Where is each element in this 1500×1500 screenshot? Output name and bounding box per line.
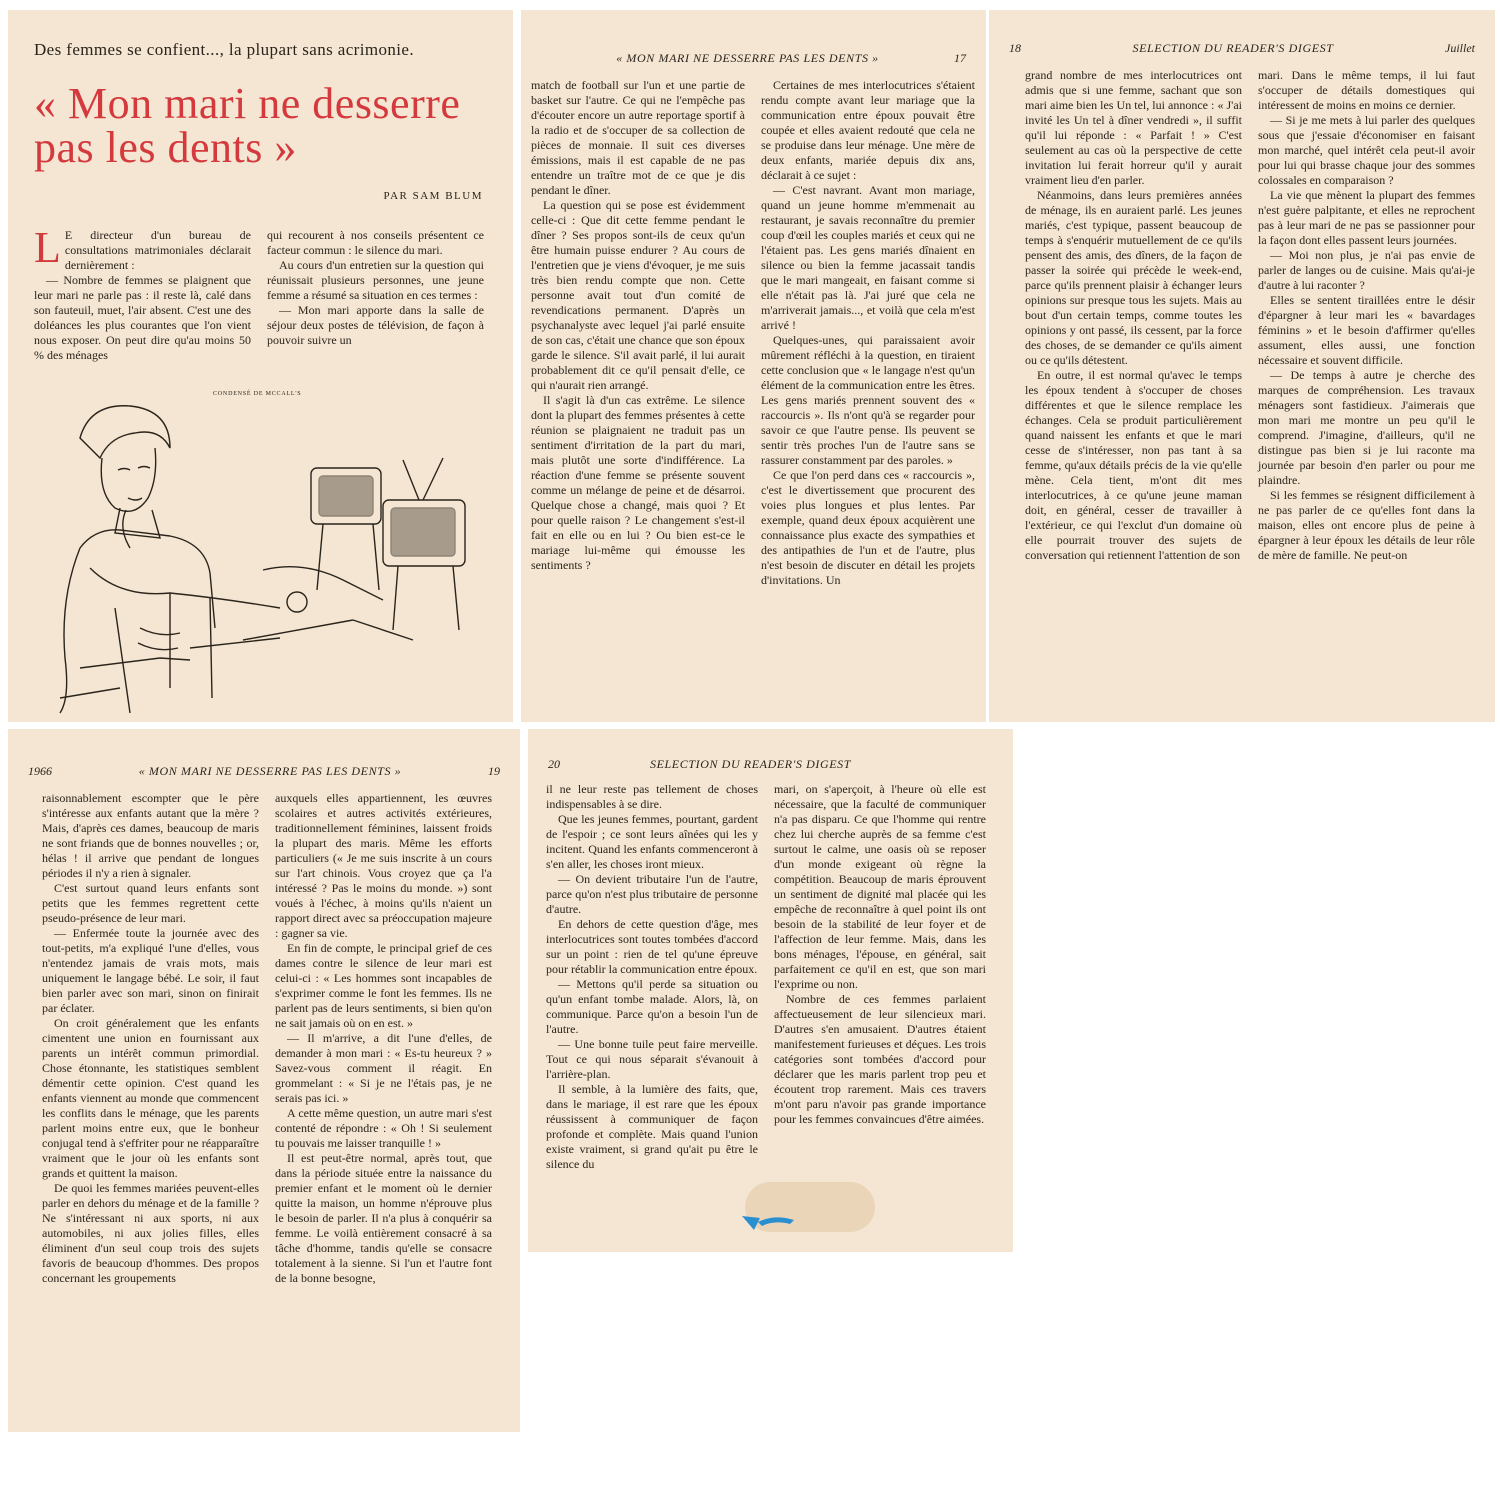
paragraph: — Nombre de femmes se plaignent que leur mari ne parle pas : il reste là, calé dans son fauteuil, muet, l'air absent. C'est une des doléances les plus courantes que l'on vient nous exposer. On peut dire qu'au moins 50 % des ménages [34, 273, 251, 362]
paragraph: — C'est navrant. Avant mon mariage, quand un jeune homme m'emmenait au restaurant, je savais reconnaître du premier coup d'œil les couples mariés et ceux qui ne l'étaient pas. Les gens mariés dînaient en silence ou bien la femme jacassait tandis que le mari mangeait, en faisant comme si elle n'était pas là. J'ai juré que cela ne m'arriverait jamais..., et voilà que cela m'est arrivé ! [761, 183, 975, 332]
running-header [28, 763, 500, 779]
running-title: SELECTION DU READER'S DIGEST [650, 756, 852, 771]
page5-column-2 [774, 782, 986, 1212]
paragraph: De quoi les femmes mariées peuvent-elles parler en dehors du ménage et de la famille ? Ne s'intéressant ni aux sports, ni aux automobiles, ni aux jolies filles, elles éliminent d'un seul coup trois des sujets favoris de beaucoup d'hommes. Des propos concernant les groupements [42, 1181, 259, 1285]
condensed-credit: CONDENSÉ DE MCCALL'S [213, 391, 302, 397]
paragraph: A cette même question, un autre mari s'est contenté de répondre : « Oh ! Si seulement tu pouvais me laisser tranquille ! » [275, 1106, 492, 1150]
paragraph: — Si je me mets à lui parler des quelques sous que j'essaie d'économiser en faisant mon marché, quel intérêt cela peut-il avoir pour lui qui brasse chaque jour des sommes colossales en comparaison ? [1258, 113, 1475, 187]
paragraph: En fin de compte, le principal grief de ces dames contre le silence de leur mari est celui-ci : « Les hommes sont incapables de s'exprimer comme le font les femmes. Ils ne parlent pas de leurs sentiments, si bien qu'on ne sait jamais où on en est. » [275, 941, 492, 1030]
paragraph: Certaines de mes interlocutrices s'étaient rendu compte avant leur mariage que la communication entre époux pouvait être coupée et elles avaient redouté que cela ne se produise dans leur ménage. Une mère de deux enfants, mariée depuis dix ans, déclarait à ce sujet : [761, 78, 975, 182]
running-title: SELECTION DU READER'S DIGEST [1132, 40, 1334, 55]
page-20 [528, 729, 1013, 1252]
paragraph: La question qui se pose est évidemment celle-ci : Que dit cette femme pendant le dîner ? Ses propos sont-ils de ceux qu'un être humain puisse endurer ? Au cours de l'entretien que je viens d'évoquer, je me suis très bien rendu compte que non. Cette personne avait tout d'un comité de revendications permanent. D'après un psychanalyste avec lequel j'ai parlé ensuite de son cas, c'était une chance que son époux garde le silence. S'il avait parlé, il lui aurait probablement dit ce qu'il pensait d'elle, ce qui n'aurait rien arrangé. [531, 198, 745, 392]
paragraph: Néanmoins, dans leurs premières années de ménage, ils en auraient parlé. Les jeunes mariés, c'est typique, passent beaucoup de temps à s'enquérir mutuellement de ce qu'ils pensent des amis, des dîners, de la façon de passer la soirée qui précède le week-end, parce qu'ils prennent plaisir à échanger leurs opinions sur presque tous les sujets. Mais au bout d'un certain temps, comme toutes les opinions y ont passé, ils cessent, par la force des choses, de se demander ce qu'ils aiment ou ce qu'ils détestent. [1025, 188, 1242, 367]
running-title: « MON MARI NE DESSERRE PAS LES DENTS » [138, 763, 402, 778]
paragraph: raisonnablement escompter que le père s'intéresse aux enfants autant que la mère ? Mais, d'après ces dames, beaucoup de maris ne sont friands que de bonnes nouvelles ; or, hélas ! il arrive que pendant de longues périodes il n'y a rien à signaler. [42, 791, 259, 880]
paragraph: Nombre de ces femmes parlaient affectueusement de leur silencieux mari. D'autres s'en amusaient. D'autres étaient manifestement furieuses et déçues. Les trois catégories sont tombées d'accord pour déclarer que les maris parlent trop peu et écoutent trop rarement. Mais ces travers m'ont paru n'avoir pas grande importance pour les femmes convaincues d'être aimées. [774, 992, 986, 1126]
paragraph: C'est surtout quand leurs enfants sont petits que les femmes regrettent cette pseudo-présence de leur mari. [42, 881, 259, 925]
page3-column-1 [1025, 68, 1242, 708]
issue-month: Juillet [1445, 40, 1475, 55]
paragraph: Elles se sentent tiraillées entre le désir d'épargner à leur mari les « bavardages féminins » et le besoin d'affirmer qu'elles assument, elles aussi, une fonction nécessaire et souvent difficile. [1258, 293, 1475, 367]
paragraph: grand nombre de mes interlocutrices ont admis que si une femme, sachant que son mari aime bien les Un tel, lui annonce : « J'ai invité les Un tel à dîner vendredi », il suffit qu'il lui réponde : « Parfait ! » C'est seulement au cas où la perspective de cette invitation lui ferait horreur qu'il y aurait vraiment lieu d'en parler. [1025, 68, 1242, 187]
paragraph: qui recourent à nos conseils présentent ce facteur commun : le silence du mari. [267, 228, 484, 257]
page-17 [521, 10, 986, 722]
running-header [548, 756, 993, 772]
paragraph: Que les jeunes femmes, pourtant, gardent de l'espoir ; ce sont leurs aînées qui les y incitent. Quand les enfants commenceront à s'en aller, les choses iront mieux. [546, 812, 758, 871]
page-opening-spread [8, 10, 513, 722]
page2-column-2 [761, 78, 975, 698]
running-title: « MON MARI NE DESSERRE PAS LES DENTS » [616, 50, 879, 65]
paragraph: — Une bonne tuile peut faire merveille. Tout ce qui nous séparait s'évanouit à l'arrière-plan. [546, 1037, 758, 1081]
paragraph: — Moi non plus, je n'ai pas envie de parler de langes ou de cuisine. Mais qu'ai-je d'autre à lui raconter ? [1258, 248, 1475, 292]
page-number: 18 [1009, 40, 1021, 55]
issue-year: 1966 [28, 763, 52, 778]
page4-column-1 [42, 791, 259, 1421]
television-sets-illustration [233, 440, 503, 720]
running-header [541, 50, 966, 66]
page3-columns [1025, 68, 1475, 708]
page-number: 20 [548, 756, 560, 771]
page1-column-1 [34, 223, 251, 388]
article-byline: PAR SAM BLUM [383, 190, 483, 202]
page5-column-1 [546, 782, 758, 1212]
paragraph: Quelques-unes, qui paraissaient avoir mûrement réfléchi à la question, en tiraient cette conclusion que « le langage n'est qu'un élément de la communication entre les êtres. Les gens mariés prennent souvent des « raccourcis ». Ils n'ont qu'à se regarder pour savoir ce que l'autre pense. Ils peuvent se sentir très proches l'un de l'autre sans se rassurer constamment par des paroles. » [761, 333, 975, 467]
page4-columns [42, 791, 492, 1421]
paragraph: — De temps à autre je cherche des marques de compréhension. Les travaux ménagers sont fastidieux. J'aimerais que mon mari me montre un peu qu'il le comprend. J'imagine, d'ailleurs, qu'il ne distingue pas bien si je lui raconte ma journée par besoin d'en parler ou pour me plaindre. [1258, 368, 1475, 487]
page-18 [989, 10, 1495, 722]
page3-column-2 [1258, 68, 1475, 708]
paragraph: Il semble, à la lumière des faits, que, dans le mariage, il est rare que les époux réussissent à communiquer de façon profonde et complète. Mais quand l'union existe vraiment, si grand qu'ait pu être le silence du [546, 1082, 758, 1171]
page1-columns [34, 223, 484, 388]
paragraph: mari. Dans le même temps, il lui faut s'occuper de détails domestiques qui intéressent de moins en moins ce dernier. [1258, 68, 1475, 112]
paragraph: — Il m'arrive, a dit l'une d'elles, de demander à mon mari : « Es-tu heureux ? » Savez-vous comment il réagit. En grommelant : « Si je ne l'étais pas, je ne serais pas ici. » [275, 1031, 492, 1105]
paragraph: il ne leur reste pas tellement de choses indispensables à se dire. [546, 782, 758, 811]
paragraph: On croit généralement que les enfants cimentent une union en fournissant aux parents un intérêt commun primordial. Chose étonnante, les statistiques semblent démentir cette opinion. C'est quand les enfants viennent au monde que commencent les conflits dans le ménage, que les parents parlent moins entre eux, que le bonheur conjugal tend à s'effriter pour ne réapparaître vraiment que le jour où les enfants sont grands et quittent la maison. [42, 1016, 259, 1180]
drop-cap: L [34, 223, 61, 272]
paragraph: — Mettons qu'il perde sa situation ou qu'un enfant tombe malade. Alors, là, on communique. Parce qu'on a besoin l'un de l'autre. [546, 977, 758, 1036]
paragraph: En outre, il est normal qu'avec le temps les époux tendent à s'occuper de choses différentes et que le silence remplace les échanges. Cela se produit particulièrement quand naissent les enfants et que le mari cesse de s'intéresser, non pas tant à sa femme, qu'aux détails précis de la vie qu'elle mène. Cela tient, m'ont dit mes interlocutrices, à ce qu'une jeune maman doit, en général, cesser de travailler à l'extérieur, ce qui l'exclut d'un domaine où elle pourrait trouver des sujets de conversation qui retiennent l'attention de son [1025, 368, 1242, 562]
paragraph: La vie que mènent la plupart des femmes n'est guère palpitante, et elles ne reprochent pas à leur mari de ne pas se passionner pour la façon dont elles passent leurs journées. [1258, 188, 1475, 247]
page1-column-2 [267, 228, 484, 388]
page-number: 19 [488, 763, 500, 778]
article-title: « Mon mari ne desserre pas les dents » [34, 79, 461, 172]
paragraph: — Enfermée toute la journée avec des tout-petits, m'a expliqué l'une d'elles, vous n'entendez jamais de vrais mots, mais uniquement le langage bébé. Le soir, il faut bien parler avec son mari, sinon on finirait par éclater. [42, 926, 259, 1015]
paragraph: Ce que l'on perd dans ces « raccourcis », c'est le divertissement que procurent des voies plus longues et plus lentes. Par exemple, quand deux époux acquièrent une connaissance plus exacte des sympathies et des antipathies de l'un et de l'autre, plus n'est besoin de discuter en détail les projets d'invitations. Un [761, 468, 975, 587]
paragraph: — Mon mari apporte dans la salle de séjour deux postes de télévision, de façon à pouvoir suivre un [267, 303, 484, 347]
end-mark-logo [740, 1212, 796, 1234]
page2-columns [531, 78, 975, 698]
article-kicker: Des femmes se confient..., la plupart sans acrimonie. [34, 40, 414, 59]
running-header [1009, 40, 1475, 56]
paragraph: — On devient tributaire l'un de l'autre, parce qu'on n'est plus tributaire de personne d'autre. [546, 872, 758, 916]
paragraph: Au cours d'un entretien sur la question qui réunissait plusieurs personnes, une jeune femme a résumé sa situation en ces termes : [267, 258, 484, 302]
paragraph: match de football sur l'un et une partie de basket sur l'autre. Ce qui ne l'empêche pas d'écouter encore un autre reportage sportif à la radio et de s'occuper de sa collection de pièces de monnaie. Il suit ces diverses émissions, mais il est capable de ne pas entendre un traître mot de ce que je dis pendant le dîner. [531, 78, 745, 197]
page2-column-1 [531, 78, 745, 698]
page5-columns [546, 782, 986, 1212]
paragraph: E directeur d'un bureau de consultations matrimoniales déclarait dernièrement : [64, 228, 251, 272]
paragraph: Il s'agit là d'un cas extrême. Le silence dont la plupart des femmes présentes à cette réunion se plaignaient ne traduit pas un sentiment d'irritation de la part du mari, mais plutôt une sorte d'indifférence. La réaction d'une femme se présente souvent comme un mélange de peine et de désarroi. Quelque chose a changé, mais quoi ? Et pour quelle raison ? Le changement s'est-il fait en elle ou en lui ? Ou bien est-ce le mariage lui-même qui émousse les sentiments ? [531, 393, 745, 572]
paragraph: mari, on s'aperçoit, à l'heure où elle est nécessaire, que la faculté de communiquer n'a pas disparu. Ce que l'homme qui rentre chez lui cherche auprès de sa femme c'est surtout le calme, une oasis où se reposer d'un monde exigeant où règne la compétition. Beaucoup de maris éprouvent un sentiment de dignité mal placée qui les empêche de reconnaître à quel point ils ont besoin de la stabilité de leur foyer et de l'affection de leur femme. Mais, dans les bons ménages, l'épouse, en général, sait parfaitement ce qu'il en est, que son mari l'exprime ou non. [774, 782, 986, 991]
paragraph: Il est peut-être normal, après tout, que dans la période située entre la naissance du premier enfant et le moment où le dernier quitte la maison, un homme n'éprouve plus le besoin de parler. Il n'a plus à conquérir sa femme. Le voilà entièrement consacré à sa tâche d'homme, tandis qu'elle se consacre totalement à la sienne. Si l'un et l'autre font de la bonne besogne, [275, 1151, 492, 1285]
paragraph: auxquels elles appartiennent, les œuvres scolaires et autres activités extérieures, traditionnellement féminines, laissent froids la plupart des maris. Même les efforts particuliers (« Je me suis inscrite à un cours sur l'art chinois. Vous croyez que ça l'a intéressé ? Pas le moins du monde. ») sont voués à l'échec, à moins qu'ils n'aient un rapport direct avec sa préoccupation majeure : gagner sa vie. [275, 791, 492, 940]
paragraph: En dehors de cette question d'âge, mes interlocutrices sont toutes tombées d'accord sur un point : rien de tel qu'une épreuve pour rétablir la communication entre époux. [546, 917, 758, 976]
page-19 [8, 729, 520, 1432]
paragraph: Si les femmes se résignent difficilement à ne pas parler de ce qu'elles font dans la maison, elles ont encore plus de peine à épargner à leur époux les détails de leur rôle de mère de famille. Ne peut-on [1258, 488, 1475, 562]
page-number: 17 [954, 50, 966, 65]
page4-column-2 [275, 791, 492, 1421]
